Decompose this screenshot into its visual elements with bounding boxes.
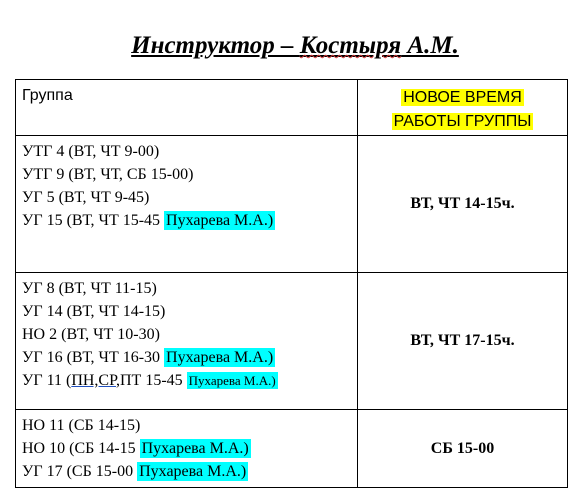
group-text: НО 10 (СБ 14-15 bbox=[22, 440, 140, 457]
new-time-value: ВТ, ЧТ 17-15ч. bbox=[410, 332, 515, 349]
groups-cell-2 bbox=[16, 273, 358, 410]
header-row bbox=[16, 80, 568, 136]
group-text: УГ 17 (СБ 15-00 bbox=[22, 463, 138, 480]
group-line: НО 11 (СБ 14-15) bbox=[22, 417, 141, 434]
table-row bbox=[16, 273, 568, 410]
group-line bbox=[22, 209, 357, 232]
groups-cell-1 bbox=[16, 136, 358, 273]
group-text: ,ПТ 15-45 bbox=[116, 372, 187, 389]
groups-cell-3 bbox=[16, 410, 358, 488]
group-line: УГ 14 (ВТ, ЧТ 14-15) bbox=[22, 303, 166, 320]
new-time-cell-1 bbox=[358, 136, 568, 273]
group-line: УТГ 9 (ВТ, ЧТ, СБ 15-00) bbox=[22, 166, 194, 183]
group-line: НО 2 (ВТ, ЧТ 10-30) bbox=[22, 326, 160, 343]
group-line bbox=[22, 460, 357, 483]
header-new-time-line2: РАБОТЫ ГРУППЫ bbox=[393, 113, 532, 130]
instructor-highlight: Пухарева М.А.) bbox=[139, 463, 247, 480]
header-group-cell bbox=[16, 80, 358, 136]
group-line bbox=[22, 346, 357, 369]
group-text: УГ 11 ( bbox=[22, 372, 72, 389]
document-title bbox=[10, 32, 570, 60]
schedule-table bbox=[15, 79, 568, 488]
new-time-cell-3 bbox=[358, 410, 568, 488]
group-line: УГ 5 (ВТ, ЧТ 9-45) bbox=[22, 189, 150, 206]
title-suffix: А.М. bbox=[401, 32, 459, 59]
header-new-time-cell bbox=[358, 80, 568, 136]
new-time-cell-2 bbox=[358, 273, 568, 410]
title-name: Костыря bbox=[299, 32, 402, 59]
group-text: УГ 16 (ВТ, ЧТ 16-30 bbox=[22, 349, 165, 366]
group-line bbox=[22, 369, 357, 392]
instructor-highlight: Пухарева М.А.) bbox=[188, 373, 276, 388]
new-time-value: ВТ, ЧТ 14-15ч. bbox=[410, 195, 515, 212]
group-line bbox=[22, 437, 357, 460]
instructor-highlight: Пухарева М.А.) bbox=[166, 349, 274, 366]
table-row bbox=[16, 136, 568, 273]
instructor-highlight: Пухарева М.А.) bbox=[166, 212, 274, 229]
group-text: УГ 15 (ВТ, ЧТ 15-45 bbox=[22, 212, 165, 229]
title-prefix: Инструктор – bbox=[131, 32, 300, 59]
group-line: УТГ 4 (ВТ, ЧТ 9-00) bbox=[22, 143, 160, 160]
instructor-highlight: Пухарева М.А.) bbox=[141, 440, 249, 457]
group-line: УГ 8 (ВТ, ЧТ 11-15) bbox=[22, 280, 157, 297]
header-group-label: Группа bbox=[22, 87, 73, 104]
table-row bbox=[16, 410, 568, 488]
days-underlined: ПН,СР bbox=[71, 372, 116, 389]
header-new-time-line1: НОВОЕ ВРЕМЯ bbox=[403, 89, 522, 106]
new-time-value: СБ 15-00 bbox=[430, 439, 495, 457]
